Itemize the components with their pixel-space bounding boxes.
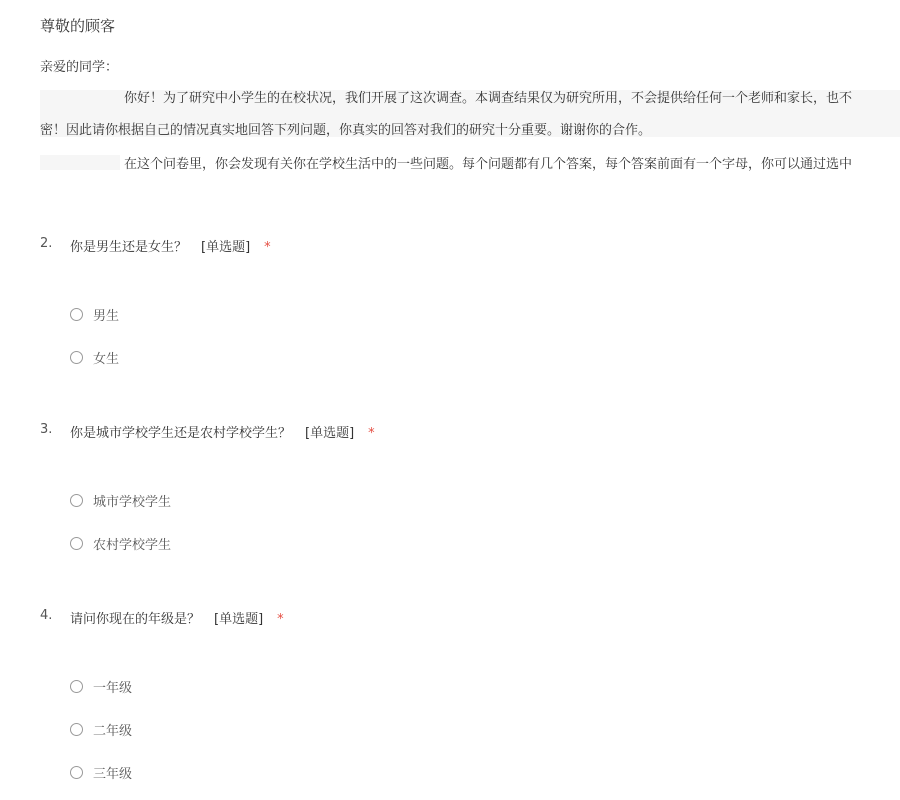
option-label: 女生 xyxy=(93,351,120,367)
question-title xyxy=(70,608,284,627)
question-number: 3. xyxy=(40,422,53,437)
question-type-badge: [单选题] xyxy=(201,240,251,255)
option-rural-school[interactable] xyxy=(70,534,171,552)
option-label: 一年级 xyxy=(93,680,133,696)
option-grade-2[interactable] xyxy=(70,720,132,738)
question-text: 你是男生还是女生？ xyxy=(70,240,188,255)
radio-button[interactable] xyxy=(70,680,83,693)
question-title xyxy=(70,422,375,441)
radio-button[interactable] xyxy=(70,308,83,321)
required-marker: * xyxy=(368,426,375,441)
option-label: 城市学校学生 xyxy=(93,494,172,510)
question-type-badge: [单选题] xyxy=(214,612,264,627)
option-label: 男生 xyxy=(93,308,120,324)
option-grade-1[interactable] xyxy=(70,677,132,695)
radio-button[interactable] xyxy=(70,766,83,779)
option-male[interactable] xyxy=(70,305,119,323)
question-text: 请问你现在的年级是？ xyxy=(70,612,201,627)
question-number: 2. xyxy=(40,236,53,251)
option-label: 三年级 xyxy=(93,766,133,782)
radio-button[interactable] xyxy=(70,351,83,364)
option-grade-3[interactable] xyxy=(70,763,132,781)
question-title xyxy=(70,236,271,255)
required-marker: * xyxy=(264,240,271,255)
salutation-text: 亲爱的同学： xyxy=(40,60,119,75)
intro-shade-2 xyxy=(40,155,120,170)
required-marker: * xyxy=(277,612,284,627)
radio-button[interactable] xyxy=(70,494,83,507)
radio-button[interactable] xyxy=(70,723,83,736)
option-label: 二年级 xyxy=(93,723,133,739)
option-city-school[interactable] xyxy=(70,491,171,509)
survey-page: 尊敬的顾客 亲爱的同学： 你好！为了研究中小学生的在校状况，我们开展了这次调查。本调查结果仅为研究所用，不会提供给任何一个老师和家长，也不 密！因此请你根据自己的情况真实地回答下列问题，你真实的回答对我们的研究十分重要。谢谢你的合作。 在这个问卷里，你会发现有关你在学校生活中的一些问题。每个问题都有几个答案，每个答案前面有一个字母，你可以通过选中 2. 你是男生还是女生？ [单选题] * 男生 女生 3. 你是城市学校学生还是农村学校学生？ [单选题] * 城市学校学生 农村学校学生 4. 请问你现在的年级是？ [单选题] * 一年级 二年级 三年级 xyxy=(0,0,900,800)
question-type-badge: [单选题] xyxy=(305,426,355,441)
option-female[interactable] xyxy=(70,348,119,366)
question-number: 4. xyxy=(40,608,53,623)
option-label: 农村学校学生 xyxy=(93,537,172,553)
greeting-heading: 尊敬的顾客 xyxy=(40,17,116,35)
question-text: 你是城市学校学生还是农村学校学生？ xyxy=(70,426,292,441)
radio-button[interactable] xyxy=(70,537,83,550)
